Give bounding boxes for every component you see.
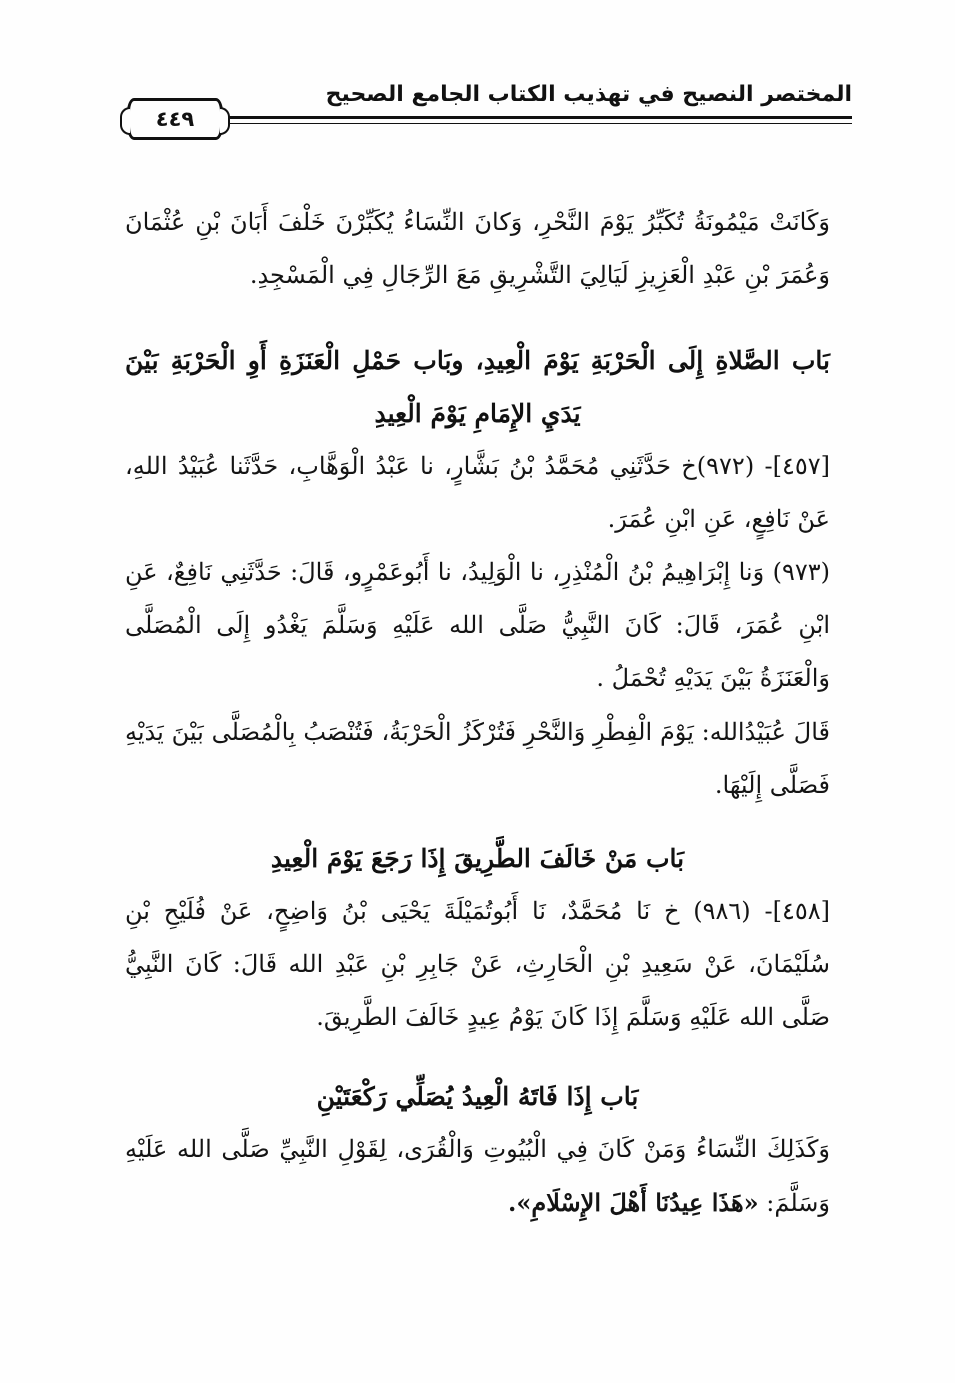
hadith-457: [٤٥٧]- (٩٧٢)خ حَدَّثَنِي مُحَمَّدُ بْنُ بَشَّارٍ، نا عَبْدُ الْوَهَّابِ، حَدَّثَنا عُبَيْدُ اللهِ، عَنْ نَافِعٍ، عَنِ ابْنِ عُمَرَ.	[125, 452, 830, 533]
paragraph-women-villages	[125, 1123, 830, 1230]
paragraph-text: وَكَذَلِكَ النِّسَاءُ وَمَنْ كَانَ فِي الْبُيُوتِ وَالْقُرَى، لِقَوْلِ النَّبِيِّ صَلَّى الله عَلَيْهِ وَسَلَّمَ:	[125, 1135, 830, 1217]
running-header-title: المختصر النصيح في تهذيب الكتاب الجامع الصحيح	[325, 82, 852, 107]
chapter-heading-harba: بَاب الصَّلاةِ إِلَى الْحَرْبَةِ يَوْمَ الْعِيدِ، وبَاب حَمْلِ الْعَنَزَةِ أَوِ الْحَرْبَةِ بَيْنَ يَدَيِ الإِمَامِ يَوْمَ الْعِيدِ	[125, 346, 830, 428]
header-rule-thick	[225, 116, 852, 119]
header-rule-thin	[225, 123, 852, 124]
paragraph-ubaydullah: قَالَ عُبَيْدُالله: يَوْمَ الْفِطْرِ وَالنَّحْرِ فَتُرْكَزُ الْحَرْبَةُ، فَتُنْصَبُ بِالْمُصَلَّى بَيْنَ يَدَيْهِ فَصَلَّى إِلَيْهَا.	[125, 718, 830, 799]
hadith-973: (٩٧٣) وَنا إِبْرَاهِيمُ بْنُ الْمُنْذِرِ، نا الْوَلِيدُ، نا أَبُوعَمْرٍو، قَالَ: حَدَّثَنِي نَافِعٌ، عَنِ ابْنِ عُمَرَ، قَالَ: كَانَ النَّبِيُّ صَلَّى الله عَلَيْهِ وَسَلَّمَ يَغْدُو إِلَى الْمُصَلَّى وَالْعَنَزَةُ بَيْنَ يَدَيْهِ تُحْمَلُ .	[125, 558, 830, 692]
prophetic-quote: «هَذَا عِيدُنَا أَهْلَ الإِسْلَامِ».	[508, 1188, 759, 1217]
chapter-heading-eid-missed: بَاب إِذَا فَاتَهُ الْعِيدُ يُصَلِّي رَكْعَتَيْنِ	[316, 1082, 639, 1111]
page-number: ٤٤٩	[127, 98, 223, 140]
paragraph-maymuna: وَكَانَتْ مَيْمُونَةُ تُكَبِّرُ يَوْمَ النَّحْرِ، وَكانَ النِّسَاءُ يُكَبِّرْنَ خَلْفَ أَبَانَ بْنِ عُثْمَانَ وَعُمَرَ بْنِ عَبْدِ الْعَزِيزِ لَيَالِيَ التَّشْرِيقِ مَعَ الرِّجَالِ فِي الْمَسْجِدِ.	[125, 208, 830, 289]
hadith-458: [٤٥٨]- (٩٨٦) خ نَا مُحَمَّدٌ، نَا أَبُوتُمَيْلَةَ يَحْيَى بْنُ وَاضِحٍ، عَنْ فُلَيْحِ بْنِ سُلَيْمَانَ، عَنْ سَعِيدِ بْنِ الْحَارِثِ، عَنْ جَابِرِ بْنِ عَبْدِ الله قَالَ: كَانَ النَّبِيُّ صَلَّى الله عَلَيْهِ وَسَلَّمَ إِذَا كَانَ يَوْمُ عِيدٍ خَالَفَ الطَّرِيقَ.	[125, 897, 830, 1031]
chapter-heading-tariq: بَاب مَنْ خَالَفَ الطَّرِيقَ إِذَا رَجَعَ يَوْمَ الْعِيدِ	[270, 844, 685, 873]
